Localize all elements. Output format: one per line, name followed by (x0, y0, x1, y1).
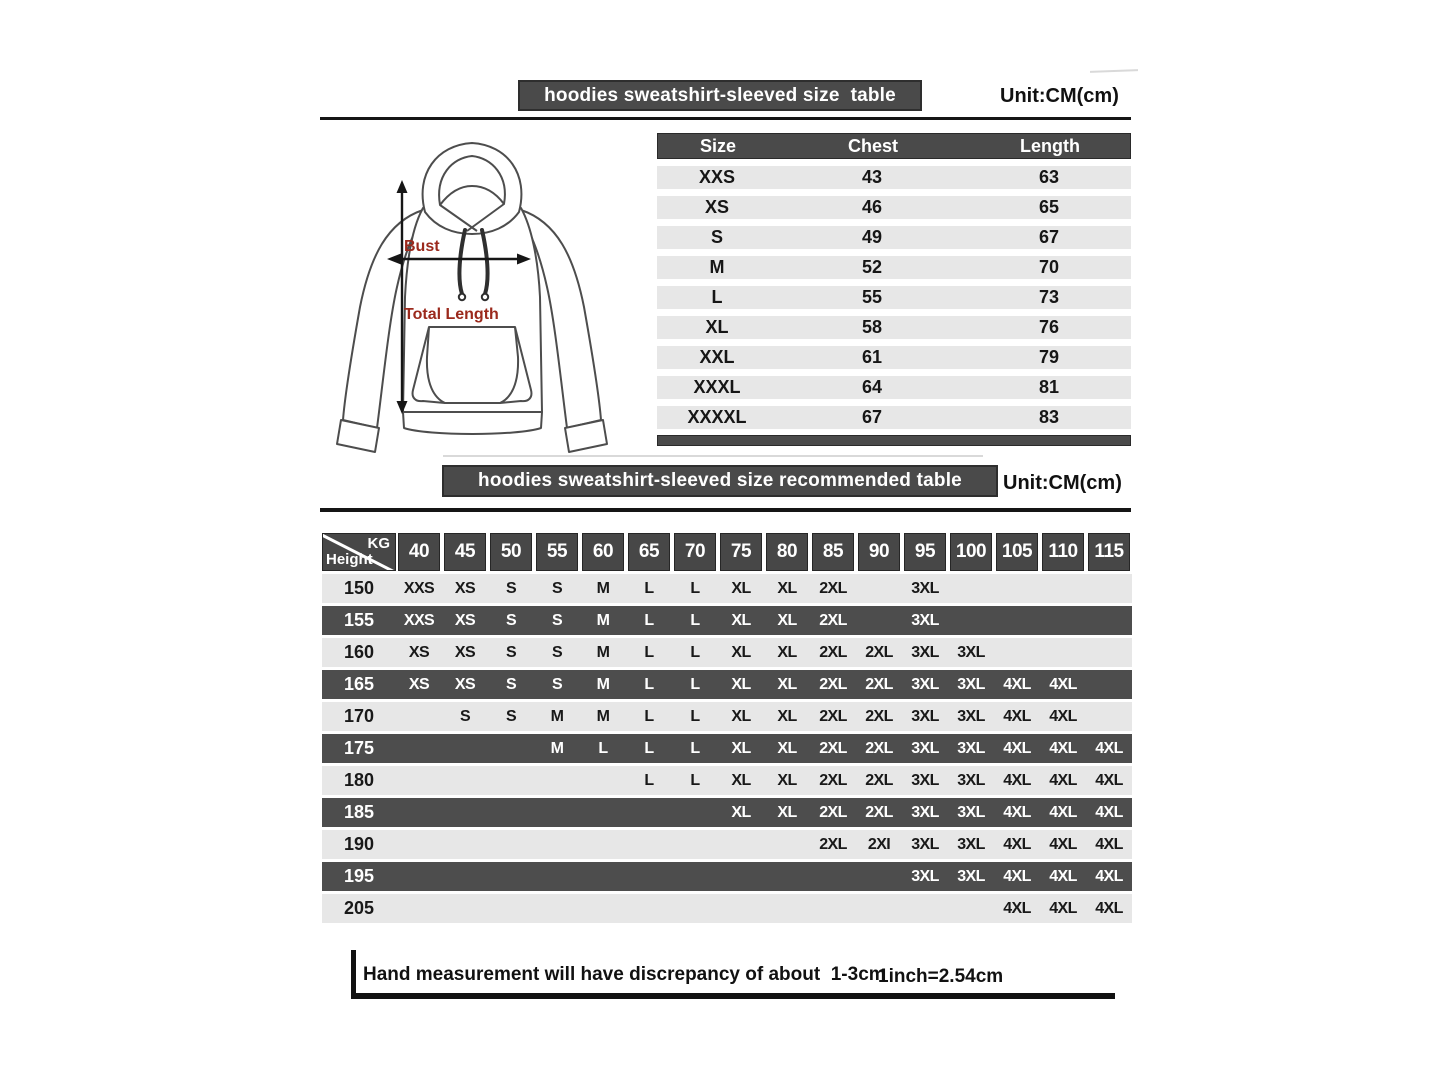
recommended-size-cell: XL (731, 643, 751, 661)
recommended-table-row (322, 670, 1132, 699)
recommended-size-cell: L (644, 579, 654, 597)
recommended-size-cell: XL (731, 707, 751, 725)
recommended-size-cell (810, 894, 856, 923)
recommended-size-cell: 4XL (1049, 771, 1077, 789)
recommended-size-cell: 2XI (867, 835, 891, 853)
size-table-rows (657, 166, 1131, 429)
recommended-size-cell: 3XL (911, 835, 939, 853)
size-table-title: hoodies sweatshirt-sleeved size table (544, 84, 896, 106)
recommended-size-cell (672, 894, 718, 923)
recommended-size-cell: XS (408, 643, 430, 661)
corner-header-cell (322, 533, 396, 571)
size-table-bottom-bar (657, 435, 1131, 446)
recommended-size-cell (626, 798, 672, 827)
size-table-title-bar (518, 80, 922, 111)
recommended-size-cell: 4XL (1095, 899, 1123, 917)
weight-header-cell: 90 (858, 533, 900, 571)
size-table-cell: 55 (861, 287, 883, 307)
size-table-header (657, 133, 1131, 159)
recommended-size-cell: 3XL (911, 739, 939, 757)
recommended-size-cell (948, 574, 994, 603)
recommended-size-cell (718, 894, 764, 923)
recommended-table-row (322, 734, 1132, 763)
recommended-size-cell: 4XL (1049, 739, 1077, 757)
size-table-row (657, 256, 1131, 279)
recommended-size-cell: 2XL (819, 835, 847, 853)
recommended-size-cell: XL (777, 771, 797, 789)
recommended-size-cell: 3XL (957, 675, 985, 693)
corner-height-label: Height (326, 551, 373, 568)
recommended-size-cell (672, 862, 718, 891)
recommended-size-cell (442, 862, 488, 891)
recommended-size-cell: M (596, 643, 610, 661)
recommended-size-cell (1086, 638, 1132, 667)
recommended-size-cell (1040, 574, 1086, 603)
height-label-cell: 205 (343, 898, 375, 918)
weight-header-cell: 95 (904, 533, 946, 571)
recommended-size-cell: L (644, 643, 654, 661)
recommended-size-cell: 2XL (819, 739, 847, 757)
size-table-row (657, 196, 1131, 219)
recommended-size-cell (1086, 670, 1132, 699)
recommended-size-cell: L (644, 611, 654, 629)
recommended-size-cell: 2XL (865, 739, 893, 757)
recommended-size-cell: 4XL (1049, 675, 1077, 693)
size-table-cell: XXXXL (687, 407, 747, 427)
recommended-size-cell: 3XL (911, 611, 939, 629)
height-label-cell: 150 (343, 578, 375, 598)
height-label-cell: 170 (343, 706, 375, 726)
recommended-size-cell (488, 830, 534, 859)
hoodie-outline (337, 143, 607, 452)
recommended-size-cell (856, 574, 902, 603)
recommended-table-header (322, 533, 1132, 571)
recommended-size-cell: S (459, 707, 471, 725)
recommended-size-cell: 4XL (1003, 835, 1031, 853)
recommended-size-cell: 2XL (865, 643, 893, 661)
unit-label-bottom: Unit:CM(cm) (1003, 472, 1122, 494)
recommended-size-cell (994, 606, 1040, 635)
recommended-size-cell: L (690, 707, 700, 725)
recommended-size-cell: XS (454, 579, 476, 597)
recommended-size-cell: S (505, 579, 517, 597)
size-table-cell: XS (704, 197, 729, 217)
recommended-table-row (322, 638, 1132, 667)
recommended-size-cell: 2XL (865, 707, 893, 725)
recommended-size-cell: M (596, 675, 610, 693)
size-table-cell: 61 (861, 347, 883, 367)
recommended-size-cell: 3XL (911, 643, 939, 661)
recommended-size-cell: 2XL (865, 771, 893, 789)
recommended-table-row (322, 798, 1132, 827)
recommended-size-cell: XL (731, 675, 751, 693)
recommended-size-cell (580, 894, 626, 923)
height-label-cell: 180 (343, 770, 375, 790)
bust-label: Bust (404, 238, 440, 255)
recommended-size-cell (626, 830, 672, 859)
recommended-size-cell: 3XL (911, 707, 939, 725)
recommended-size-cell (764, 862, 810, 891)
weight-header-cell: 60 (582, 533, 624, 571)
recommended-size-cell (672, 798, 718, 827)
measurement-note: Hand measurement will have discrepancy of about 1-3cm (363, 964, 886, 985)
weight-header-cell: 80 (766, 533, 808, 571)
recommended-size-cell: S (551, 643, 563, 661)
size-table-cell: XL (705, 317, 729, 337)
recommended-size-cell: 2XL (819, 675, 847, 693)
divider-line-middle (320, 508, 1131, 512)
size-table-row (657, 346, 1131, 369)
recommended-size-cell (442, 798, 488, 827)
height-label-cell: 175 (343, 738, 375, 758)
footer-bracket-horizontal (351, 993, 1115, 999)
recommended-size-cell: 3XL (957, 867, 985, 885)
size-table-row (657, 406, 1131, 429)
recommended-size-cell: L (690, 611, 700, 629)
recommended-size-cell: L (690, 739, 700, 757)
recommended-size-cell: L (690, 579, 700, 597)
recommended-size-cell: XL (731, 579, 751, 597)
weight-header-cell: 75 (720, 533, 762, 571)
recommended-size-cell: L (598, 739, 608, 757)
recommended-size-cell (856, 606, 902, 635)
drawstring-tip-left (459, 294, 465, 300)
size-table-row (657, 286, 1131, 309)
recommended-size-cell: L (644, 707, 654, 725)
size-table-cell: M (709, 257, 725, 277)
weight-header-cell: 115 (1088, 533, 1130, 571)
size-table-row (657, 376, 1131, 399)
size-table-cell: 70 (1038, 257, 1060, 277)
recommended-size-cell: 3XL (911, 803, 939, 821)
recommended-size-cell: 3XL (957, 643, 985, 661)
recommended-size-cell: 3XL (957, 771, 985, 789)
recommended-size-cell (764, 894, 810, 923)
height-label-cell: 195 (343, 866, 375, 886)
recommended-size-cell: 3XL (957, 707, 985, 725)
recommended-size-cell (718, 830, 764, 859)
recommended-size-cell (948, 606, 994, 635)
recommended-size-cell: 2XL (865, 803, 893, 821)
recommended-size-cell: XL (777, 643, 797, 661)
column-header-length: Length (1020, 135, 1080, 156)
recommended-table-row (322, 830, 1132, 859)
recommended-size-cell: 4XL (1003, 675, 1031, 693)
size-table-cell: 52 (861, 257, 883, 277)
size-table-cell: 63 (1038, 167, 1060, 187)
recommended-size-cell: L (644, 675, 654, 693)
recommended-size-cell (1086, 574, 1132, 603)
recommended-size-cell: 2XL (819, 611, 847, 629)
size-table-cell: 64 (861, 377, 883, 397)
recommended-size-cell (396, 894, 442, 923)
recommended-size-cell: 2XL (819, 771, 847, 789)
kangaroo-pocket (427, 327, 518, 403)
recommended-table-rows (322, 574, 1132, 923)
recommended-size-cell: L (690, 771, 700, 789)
recommended-size-cell (442, 766, 488, 795)
recommended-size-cell (534, 862, 580, 891)
size-table-cell: XXXL (693, 377, 741, 397)
recommended-size-cell (902, 894, 948, 923)
recommended-size-cell: 3XL (957, 739, 985, 757)
corner-kg-label: KG (367, 535, 390, 552)
recommended-size-cell: 4XL (1003, 707, 1031, 725)
column-header-chest: Chest (847, 135, 898, 156)
recommended-size-cell: XL (731, 771, 751, 789)
recommended-size-cell: XL (777, 707, 797, 725)
recommended-size-cell (580, 798, 626, 827)
size-table-cell: 73 (1038, 287, 1060, 307)
recommended-size-cell (488, 766, 534, 795)
recommended-size-cell: S (505, 643, 517, 661)
size-table-row (657, 166, 1131, 189)
recommended-size-cell (396, 798, 442, 827)
recommended-size-cell: 2XL (819, 643, 847, 661)
recommended-size-cell (1040, 606, 1086, 635)
size-table-cell: 76 (1038, 317, 1060, 337)
recommended-size-cell: M (550, 739, 564, 757)
recommended-size-cell: XL (731, 739, 751, 757)
recommended-size-cell: 2XL (819, 579, 847, 597)
recommended-size-cell: 4XL (1003, 899, 1031, 917)
recommended-size-cell: XL (731, 611, 751, 629)
recommended-size-cell: XL (777, 739, 797, 757)
recommended-size-cell: S (551, 675, 563, 693)
recommended-table-row (322, 702, 1132, 731)
recommended-size-cell (994, 638, 1040, 667)
recommended-size-cell: 4XL (1049, 835, 1077, 853)
recommended-size-cell (856, 862, 902, 891)
recommended-size-cell: 3XL (911, 771, 939, 789)
recommended-table-row (322, 766, 1132, 795)
size-table-cell: XXS (698, 167, 736, 187)
recommended-size-cell: 3XL (957, 835, 985, 853)
recommended-size-cell: S (505, 707, 517, 725)
recommended-size-cell: XL (777, 803, 797, 821)
hoodie-measurement-diagram (325, 132, 620, 462)
recommended-size-cell (994, 574, 1040, 603)
weight-header-cell: 45 (444, 533, 486, 571)
recommended-size-cell: 4XL (1003, 803, 1031, 821)
weight-header-cell: 40 (398, 533, 440, 571)
weight-header-cell: 100 (950, 533, 992, 571)
recommended-table-title: hoodies sweatshirt-sleeved size recommended table (478, 470, 962, 491)
size-table-cell: 67 (861, 407, 883, 427)
recommended-size-cell (1086, 702, 1132, 731)
recommended-size-cell: 4XL (1049, 899, 1077, 917)
recommended-size-cell (534, 894, 580, 923)
height-label-cell: 190 (343, 834, 375, 854)
unit-label-top: Unit:CM(cm) (1000, 85, 1119, 107)
size-table-cell: 79 (1038, 347, 1060, 367)
recommended-size-cell (948, 894, 994, 923)
recommended-size-cell: L (690, 643, 700, 661)
recommended-size-cell: M (596, 611, 610, 629)
recommended-size-cell (442, 830, 488, 859)
size-table-cell: 83 (1038, 407, 1060, 427)
size-table-cell: 65 (1038, 197, 1060, 217)
recommended-size-cell: XXS (403, 579, 435, 597)
divider-line-top (320, 117, 1131, 120)
recommended-size-cell (672, 830, 718, 859)
size-table-cell: 46 (861, 197, 883, 217)
recommended-size-cell (396, 734, 442, 763)
recommended-size-cell: 4XL (1095, 739, 1123, 757)
recommended-size-cell (626, 862, 672, 891)
height-label-cell: 155 (343, 610, 375, 630)
size-table-row (657, 316, 1131, 339)
recommended-size-cell: XS (454, 643, 476, 661)
recommended-size-cell: XS (454, 611, 476, 629)
recommended-size-cell (488, 894, 534, 923)
recommended-size-cell: 2XL (819, 803, 847, 821)
recommended-size-cell: S (505, 675, 517, 693)
size-table (657, 133, 1131, 446)
size-table-row (657, 226, 1131, 249)
footer-bracket-vertical (351, 950, 356, 998)
recommended-size-cell (534, 766, 580, 795)
recommended-size-cell (396, 862, 442, 891)
height-label-cell: 165 (343, 674, 375, 694)
recommended-size-cell: 4XL (1003, 867, 1031, 885)
recommended-size-cell (442, 894, 488, 923)
recommended-size-cell: 4XL (1003, 739, 1031, 757)
recommended-size-cell: 4XL (1049, 867, 1077, 885)
recommended-size-cell (1086, 606, 1132, 635)
recommended-size-cell: 4XL (1049, 707, 1077, 725)
recommended-table-title-bar (442, 465, 998, 497)
size-table-cell: 58 (861, 317, 883, 337)
size-table-cell: 67 (1038, 227, 1060, 247)
recommended-size-cell: 4XL (1095, 835, 1123, 853)
recommended-size-cell: L (690, 675, 700, 693)
recommended-size-cell (396, 766, 442, 795)
recommended-size-cell: S (505, 611, 517, 629)
recommended-size-cell (488, 798, 534, 827)
size-table-cell: 49 (861, 227, 883, 247)
recommended-size-cell: L (644, 739, 654, 757)
weight-header-cell: 55 (536, 533, 578, 571)
recommended-size-cell (396, 702, 442, 731)
recommended-size-cell: 4XL (1049, 803, 1077, 821)
recommended-size-cell: XL (777, 675, 797, 693)
recommended-size-cell (534, 830, 580, 859)
hem-band (403, 412, 542, 434)
recommended-size-cell: L (644, 771, 654, 789)
recommended-size-cell (1040, 638, 1086, 667)
recommended-size-cell: XL (731, 803, 751, 821)
recommended-size-cell: 2XL (865, 675, 893, 693)
size-table-cell: 43 (861, 167, 883, 187)
recommended-size-cell: 4XL (1095, 867, 1123, 885)
recommended-size-cell (488, 734, 534, 763)
recommended-size-cell: XS (454, 675, 476, 693)
recommended-size-cell (488, 862, 534, 891)
recommended-size-cell (810, 862, 856, 891)
recommended-table-row (322, 606, 1132, 635)
recommended-size-cell (764, 830, 810, 859)
recommended-size-cell: 3XL (957, 803, 985, 821)
recommended-size-cell (396, 830, 442, 859)
size-table-cell: S (710, 227, 723, 247)
recommended-table-row (322, 862, 1132, 891)
recommended-size-cell: XXS (403, 611, 435, 629)
recommended-size-cell (580, 830, 626, 859)
recommended-size-cell (442, 734, 488, 763)
weight-header-cell: 105 (996, 533, 1038, 571)
weight-header-cell: 85 (812, 533, 854, 571)
scan-artifact-line-top (1090, 69, 1138, 73)
recommended-size-cell: 2XL (819, 707, 847, 725)
recommended-size-cell: XS (408, 675, 430, 693)
weight-header-cell: 110 (1042, 533, 1084, 571)
size-table-cell: 81 (1038, 377, 1060, 397)
drawstring-tip-right (482, 294, 488, 300)
recommended-size-cell (856, 894, 902, 923)
recommended-table (322, 533, 1132, 923)
column-header-size: Size (699, 135, 737, 156)
recommended-size-cell: 3XL (911, 675, 939, 693)
height-label-cell: 160 (343, 642, 375, 662)
weight-header-cell: 50 (490, 533, 532, 571)
recommended-size-cell: M (550, 707, 564, 725)
recommended-size-cell: XL (777, 579, 797, 597)
recommended-size-cell: 3XL (911, 579, 939, 597)
recommended-size-cell: S (551, 611, 563, 629)
recommended-size-cell (534, 798, 580, 827)
weight-header-cell: 70 (674, 533, 716, 571)
recommended-table-row (322, 894, 1132, 923)
recommended-table-row (322, 574, 1132, 603)
recommended-size-cell: 4XL (1003, 771, 1031, 789)
recommended-size-cell: S (551, 579, 563, 597)
total-length-label: Total Length (404, 306, 499, 323)
recommended-size-cell: M (596, 707, 610, 725)
recommended-size-cell (580, 862, 626, 891)
recommended-size-cell (626, 894, 672, 923)
recommended-size-cell: 3XL (911, 867, 939, 885)
recommended-size-cell: XL (777, 611, 797, 629)
weight-header-cell: 65 (628, 533, 670, 571)
height-label-cell: 185 (343, 802, 375, 822)
recommended-size-cell: 4XL (1095, 803, 1123, 821)
recommended-size-cell: 4XL (1095, 771, 1123, 789)
recommended-size-cell (718, 862, 764, 891)
inch-conversion-note: 1inch=2.54cm (878, 966, 1004, 987)
size-table-cell: XXL (699, 347, 735, 367)
size-table-cell: L (711, 287, 723, 307)
recommended-size-cell (580, 766, 626, 795)
recommended-size-cell: M (596, 579, 610, 597)
